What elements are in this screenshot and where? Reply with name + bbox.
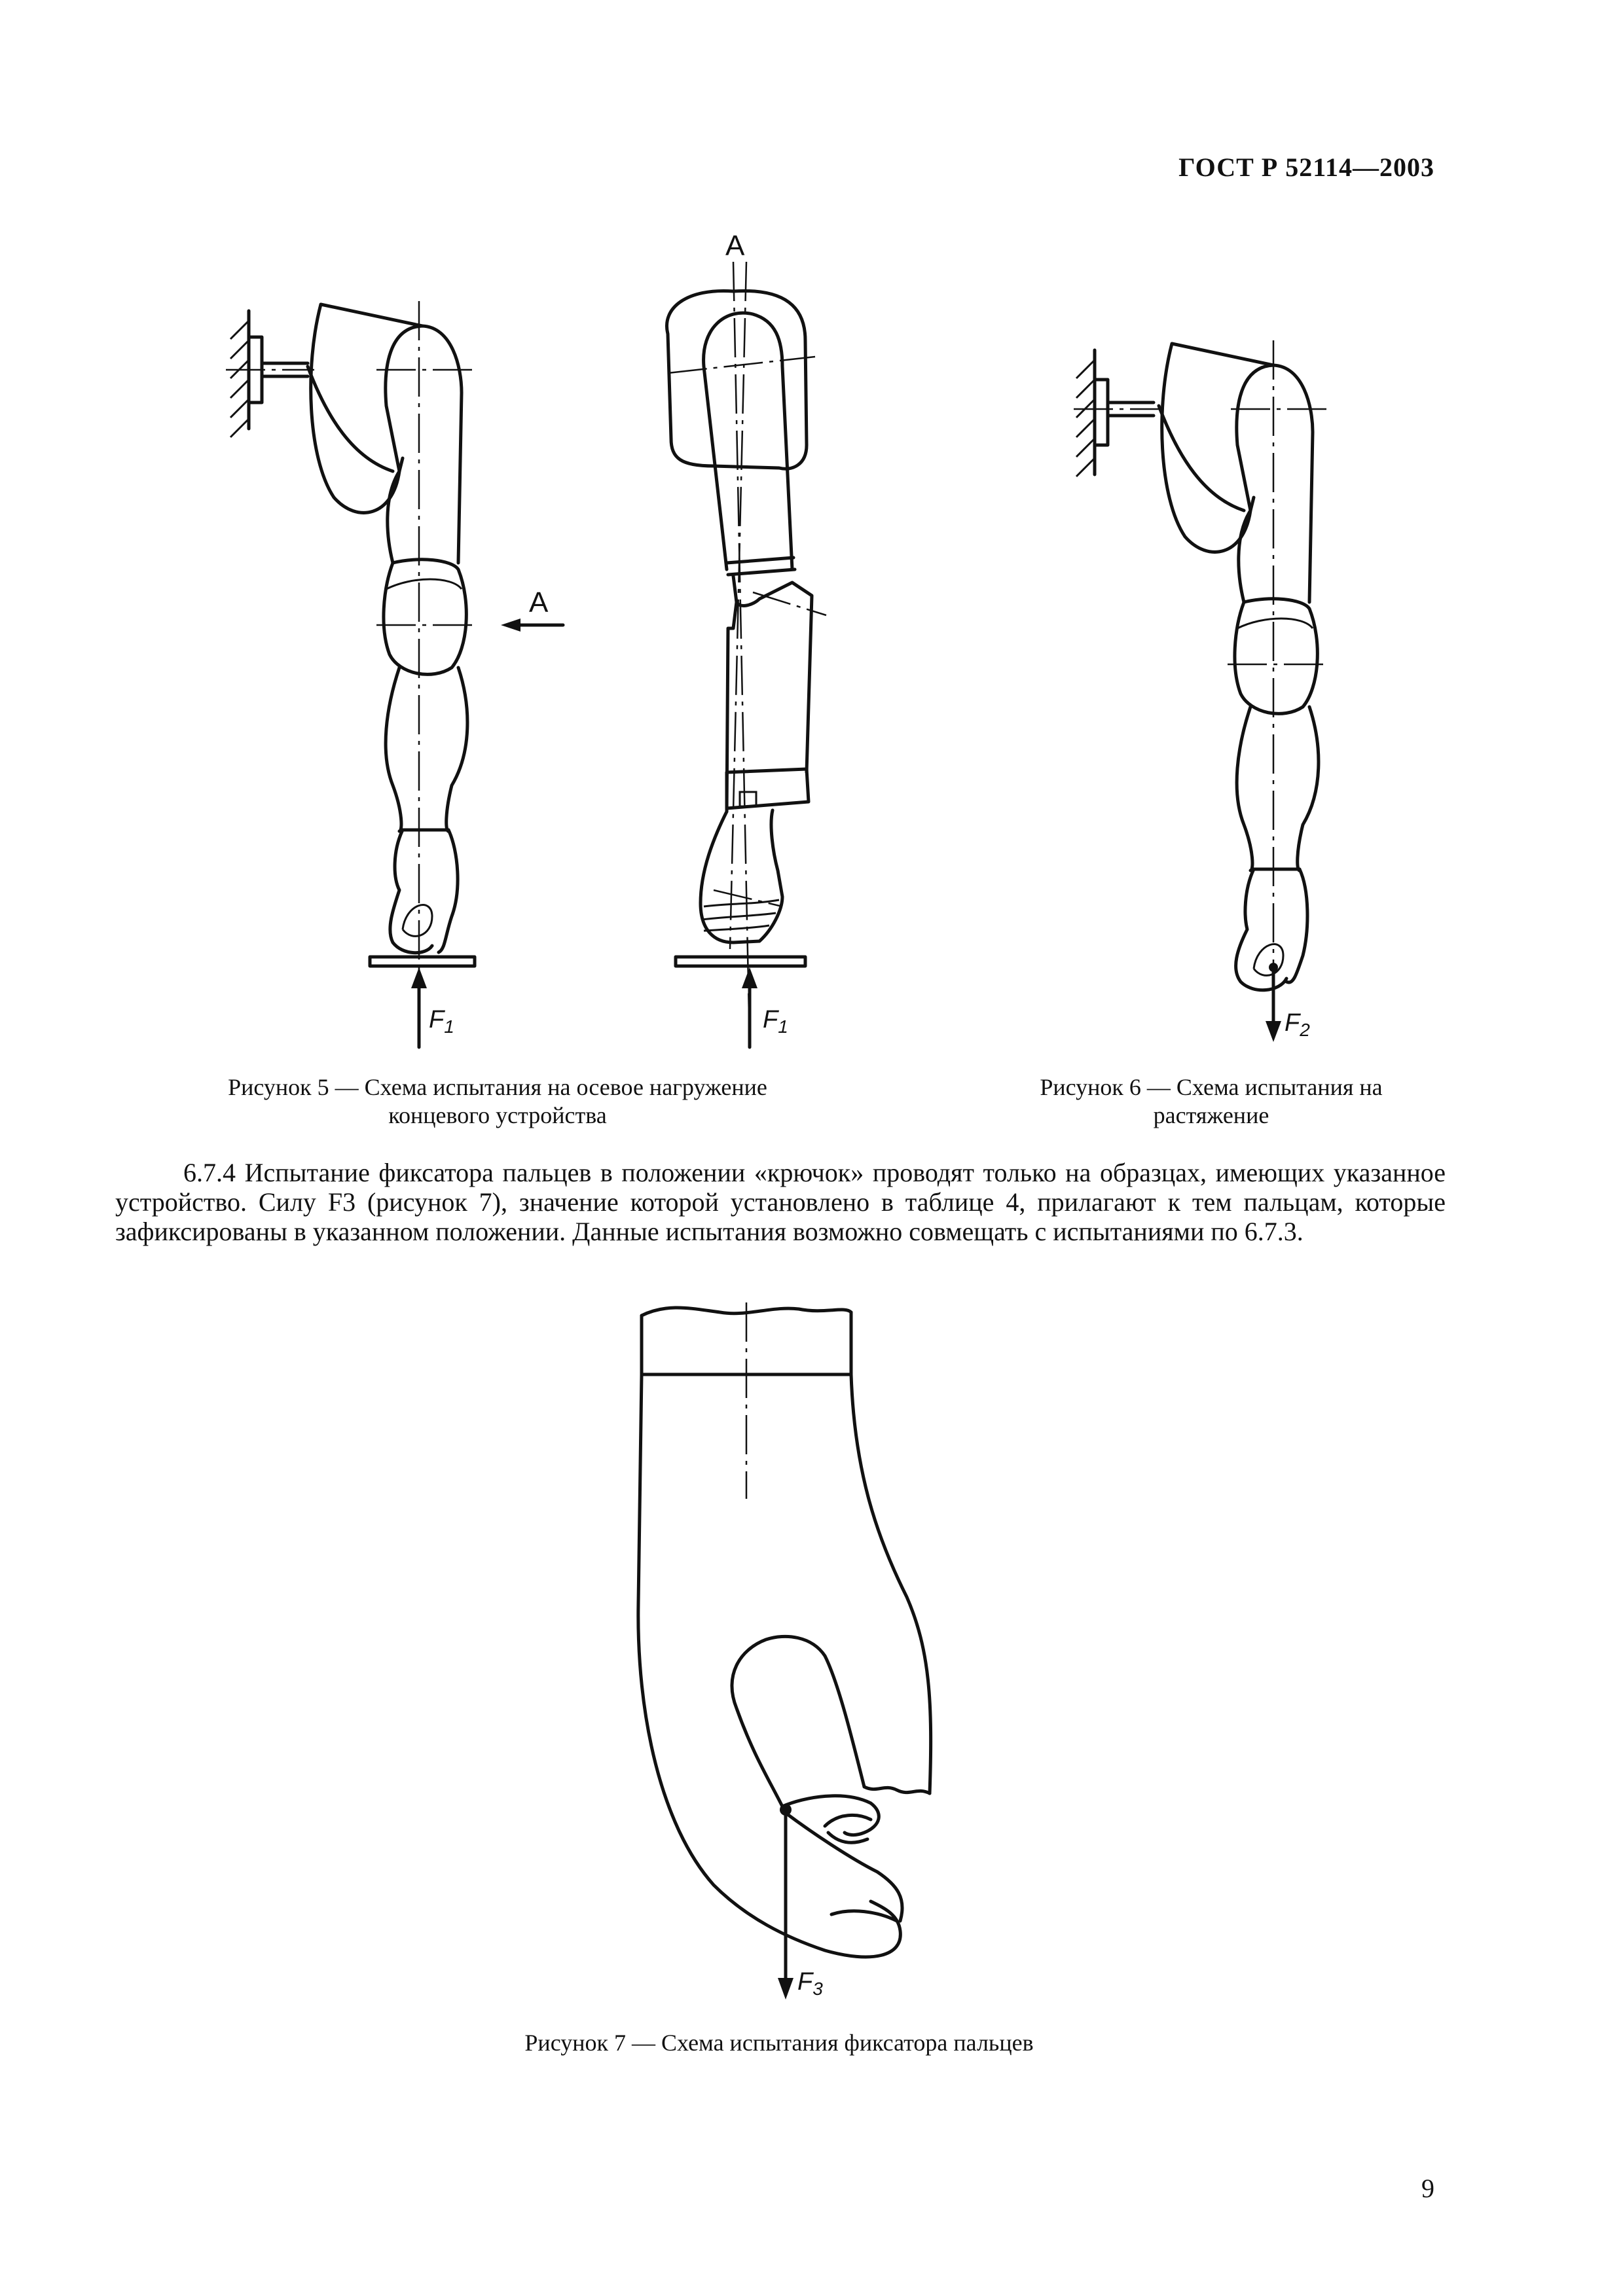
page-number: 9	[1421, 2174, 1434, 2203]
figure5-view-arrow-label: А	[529, 586, 549, 619]
figure5-side-view	[226, 301, 563, 1047]
paragraph-6-7-4: 6.7.4 Испытание фиксатора пальцев в положении «крючок» проводят только на образцах, имеющих указанное устройство. Силу F3 (рисунок 7), значение которой установлено в таблице 4, прилагают к тем пальцам, которые зафиксированы в указанном положении. Данные испытания возможно совмещать с испытаниями по 6.7.3.	[115, 1158, 1446, 1246]
figure5-front-view	[666, 230, 826, 1047]
figure7-caption: Рисунок 7 — Схема испытания фиксатора пальцев	[524, 2030, 1034, 2056]
figure5-caption	[164, 1073, 831, 1130]
figure6-caption-line2: растяжение	[1153, 1102, 1269, 1129]
figure5-caption-line1: Рисунок 5 — Схема испытания на осевое нагружение	[228, 1074, 767, 1100]
figure7-drawing	[638, 1302, 931, 2000]
figure6-force-label: $F_2$	[1285, 1009, 1310, 1040]
figure5-view-label: А	[725, 230, 745, 262]
figure6-caption	[976, 1073, 1447, 1130]
figure5-force-left-label: $F_1$	[429, 1006, 454, 1037]
figure7-force-label: $F_3$	[797, 1968, 823, 1999]
figure5-caption-line2: концевого устройства	[388, 1102, 607, 1129]
figure5-force-right-label: $F_1$	[763, 1006, 788, 1037]
document-header: ГОСТ Р 52114—2003	[1178, 152, 1434, 182]
figure6-drawing	[1074, 340, 1329, 1042]
figure6-caption-line1: Рисунок 6 — Схема испытания на	[1040, 1074, 1383, 1100]
